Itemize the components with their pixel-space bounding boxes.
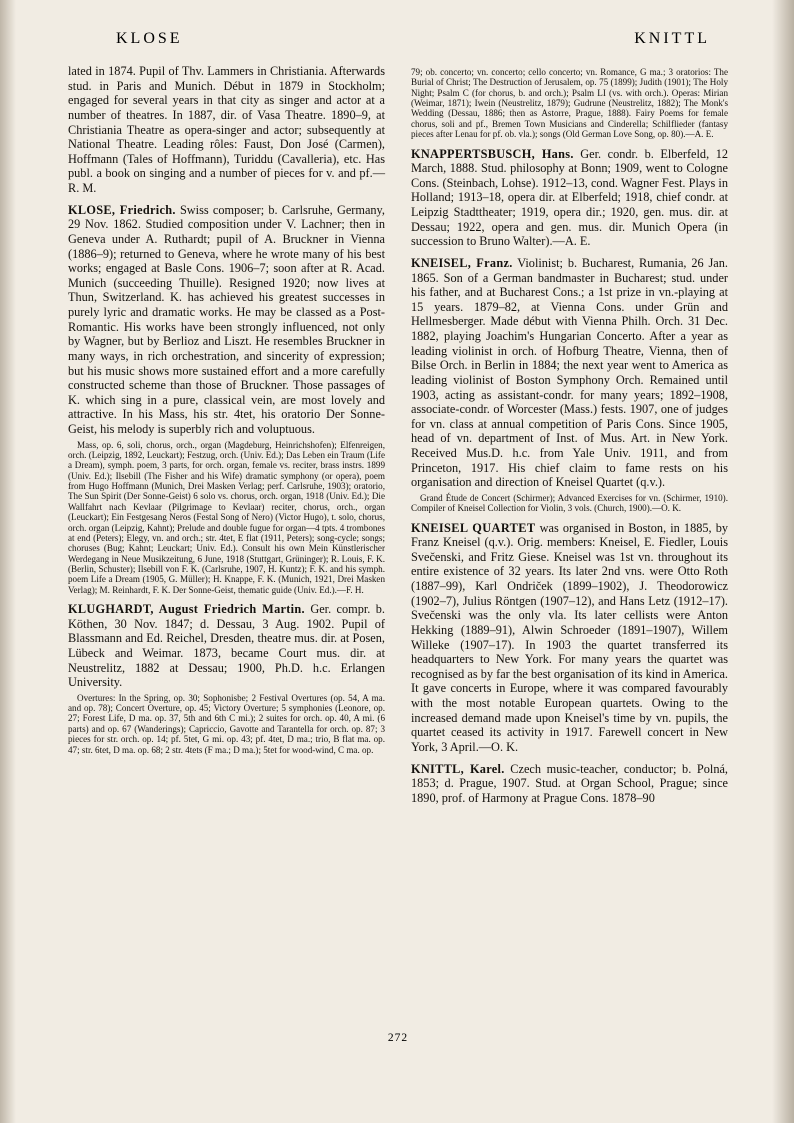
dictionary-entry-knappertsbusch (411, 147, 728, 249)
entry-headword: KNITTL, Karel. (411, 761, 505, 776)
entry-body (411, 147, 728, 249)
entry-body (411, 256, 728, 490)
entry-text: Ger. condr. b. Elberfeld, 12 March, 1888. Stud. philosophy at Bonn; 1909, went to Cologne Cons. (Steinbach, Lohse). 1912–13, cond. Wagner Fest. Plays in Holland; 1913–18, opera dir. at Elberfeld; 1918, chief condr. at Leipzig Stadttheater; 1919, opera dir.; 1920, gen. mus. dir. at Dessau; 1922, opera and gen. mus. dir. Munich Opera (in succession to Bruno Walter).—A. E. (411, 146, 728, 249)
entry-text: Czech music-teacher, conductor; b. Polná, 1853; d. Prague, 1907. Stud. at Organ School, Prague; since 1890, prof. of Harmony at Prague Cons. 1878–90 (411, 761, 728, 805)
entry-works-list: Mass, op. 6, soli, chorus, orch., organ (Magdeburg, Heinrichshofen); Elfenreigen, orch. (Leipzig, 1892, Leuckart); Festzug, orch. (Univ. Ed.); Das Leben ein Traum (Life a Dream), symph. poem, 3 parts, for orch. organ, female vs. reciter, brass instrs. 1899 (Univ. Ed.); Ilsebill (The Fisher and his Wife) dramatic symphony (or opera), poem from Hugo Hoffmann (Munich, Drei Masken Verlag; perf. Carlsruhe, 1903); oratorio, The Sun Spirit (Der Sonne-Geist) 6 solo vs. chorus, orch. organ, 1918 (Univ. Ed.); Die Wallfahrt nach Kevlaar (Pilgrimage to Kevlaar) reciter, chorus, orch., organ (Leuckart); Ein Festgesang Neros (Festal Song of Nero) (Victor Hugo), t. solo, chorus, orch. organ (Leipzig, Kahnt); Prelude and double fugue for organ—4 tpts. 4 trombones at end (Peters); Elegy, vn. and orch.; str. 4tet, E flat (1911, Peters); song-cycle; songs; choruses (Bug; Kahnt; Leuckart; Univ. Ed.). Consult his own Mein Künstlerischer Werdegang in Neue Musikzeitung, 6 June, 1918 (Stuttgart, Grüninger); R. Louis, F. K. (Berlin, Schuster); Ilsebill von F. K. (Carlsruhe, 1907, H. Kuntz); F. K. and his symph. poem Life a Dream (1905, G. Müller); H. Knappe, F. K. (Munich, 1921, Drei Masken Verlag); M. Reinhardt, F. K. Der Sonne-Geist, thematic guide (Univ. Ed.).—F. H. (68, 439, 385, 595)
entry-text: was organised in Boston, in 1885, by Franz Kneisel (q.v.). Orig. members: Kneisel, E. Fiedler, Louis Svečenski, and Fritz Giese. Kneisel was 1st vn. throughout its entire existence of 32 years. Its later 2nd vns. were Otto Roth (1887–99), Karl Ondriček (1899–1902), J. Theodorowicz (1902–7), Julius Röntgen (1907–12), and Hans Letz (1912–17). Svečenski was the only vla. Its later cellists were Anton Hekking (1889–91), Alwin Schroeder (1891–1907), Willem Willeke (1907–17). In 1903 the quartet transferred its headquarters to New York. For many years the quartet was recognised as by far the best organisation of its kind in America. It gave concerts in Europe, where it was compared favourably with the most notable European quartets. Owing to the increased demand made upon Kneisel's time by vn. pupils, the quartet ceased its activity in 1917. Farewell concert in New York, 3 April.—O. K. (411, 520, 729, 754)
dictionary-entry-klughardt (68, 602, 385, 755)
page-content (68, 30, 728, 1080)
paragraph-continuation: lated in 1874. Pupil of Thv. Lammers in Christiania. Afterwards stud. in Paris and Munich. Début in 1879 in Stockholm; engaged for several years in that city as singer and actor at a number of theatres. In 1887, dir. of Vasa Theatre. 1890–9, at Christiania Theatre as opera-singer and actor; subsequently at National Theatre. Leading rôles: Faust, Don José (Carmen), Hoffmann (Tales of Hoffmann), Turiddu (Cavalleria), etc. Has publ. a book on singing and a number of pieces for v. and pf.—R. M. (68, 64, 385, 195)
works-continuation: 79; ob. concerto; vn. concerto; cello concerto; vn. Romance, G ma.; 3 oratorios: The Burial of Christ; The Destruction of Jerusalem, op. 75 (1899); Judith (1901); The Holy Night; Psalm C (for chorus, b. and orch.); Psalm LI (vs. with orch.). Operas: Mirian (Weimar, 1871); Iwein (Neustrelitz, 1879); Gudrune (Neustrelitz, 1882); The Monk's Wedding (Dessau, 1886; then as Astorre, Prague, 1888). Fairy Poems for female chorus, soli and pf., Bremen Town Musicians and Cinderella; Schilflieder (fantasy pieces after Lenau for pf. ob. vla.); songs (Old German Love Song, op. 80).—A. E. (411, 67, 728, 140)
entry-headword: KNEISEL, Franz. (411, 255, 513, 270)
entry-body (68, 602, 385, 690)
running-head-left: KLOSE (116, 30, 183, 47)
entry-works-list: Grand Étude de Concert (Schirmer); Advanced Exercises for vn. (Schirmer, 1910). Compiler of Kneisel Collection for Violin, 3 vols. (Church, 1900).—O. K. (411, 492, 728, 514)
entry-text: Violinist; b. Bucharest, Rumania, 26 Jan. 1865. Son of a German bandmaster in Bucharest; stud. under his father, and at Bucharest Cons.; a 1st prize in vn.-playing at 15 years. 1879–82, at Vienna Cons. under Grün and Hellmesberger. Made début with Vienna Philh. Orch. 31 Dec. 1882, playing Joachim's Hungarian Concerto. After a year as leading violinist in orch. of Hofburg Theatre, Vienna, then of Bilse Orch. in Berlin in 1884; the next year went to America as leading violinist of Boston Symphony Orch. Remained until 1903, acting as assistant-condr. for many years; 1892–1908, associate-condr. of Worcester (Mass.) fests. 1907, one of judges for vn. class at annual competition of Paris Cons. Since 1905, head of vn. department of Inst. of Mus. Art. in New York. Received Mus.D. h.c. from Yale Univ. 1911, and from Princeton, 1917. His chief claim to fame rests on his organisation and direction of Kneisel Quartet (q.v.). (411, 255, 728, 490)
entry-works-list: Overtures: In the Spring, op. 30; Sophonisbe; 2 Festival Overtures (op. 54, A ma. and op. 78); Concert Overture, op. 45; Victory Overture; 5 symphonies (Leonore, op. 27; Forest Life, D ma. op. 37, 5th and 6th C mi.); 2 suites for orch. op. 40, A mi. (6 parts) and op. 67 (Wanderings); Capriccio, Gavotte and Tarantella for orch. op. 87; 3 pieces for str. orch. op. 14; pf. 5tet, G mi. op. 43; pf. 4tet, D ma.; trio, B flat ma. op. 47; str. 6tet, D ma. op. 68; 2 str. 4tets (F ma.; D ma.); 5tet for wood-wind, C ma. op. (68, 692, 385, 755)
column-container (68, 64, 728, 1039)
entry-text: Ger. compr. b. Köthen, 30 Nov. 1847; d. Dessau, 3 Aug. 1902. Pupil of Blassmann and Ed. Reichel, Dresden, theatre mus. dir. at Posen, Lübeck and Weimar. 1873, became Court mus. dir. at Neustrelitz, 1882 at Dessau; 1900, Ph.D. h.c. Erlangen University. (68, 602, 385, 690)
dictionary-entry-klose (68, 203, 385, 595)
dictionary-entry-knittl (411, 762, 728, 806)
dictionary-entry-kneisel-quartet (411, 521, 728, 755)
entry-body (411, 762, 728, 806)
page-number: 272 (387, 1032, 409, 1044)
entry-text: Swiss composer; b. Carlsruhe, Germany, 29 Nov. 1862. Studied composition under V. Lachner; then in Geneva under A. Ruthardt; pupil of A. Bruckner in Vienna (1886–9); returned to Geneva, where he wrote many of his best works; engaged at Basle Cons. 1906–7; soon after at R. Acad. Munich (succeeding Thuille). Resigned 1920; now lives at Thun, Switzerland. K. has achieved his greatest successes in purely lyric and dramatic works. He may be classed as a Post-Romantic. His works have been strongly influenced, not only by Wagner, but by Berlioz and Liszt. He resembles Bruckner in many ways, in rich orchestration, and sincerity of expression; but his music shows more sustained effort and a more carefully constructed scheme than those of Bruckner. Those passages of K. which sing in a pure, classical vein, are most lovely and attractive. In his Mass, his str. 4tet, his oratorio Der Sonne-Geist, his melody is superbly rich and voluptuous. (68, 202, 385, 436)
entry-headword: KNEISEL QUARTET (411, 520, 536, 535)
right-column (411, 64, 728, 1039)
entry-headword: KLUGHARDT, August Friedrich Martin. (68, 602, 305, 617)
dictionary-entry-kneisel (411, 256, 728, 514)
entry-body (411, 521, 728, 755)
entry-headword: KLOSE, Friedrich. (68, 202, 176, 217)
running-head (68, 30, 728, 48)
entry-body (68, 203, 385, 437)
left-column (68, 64, 385, 1039)
entry-headword: KNAPPERTSBUSCH, Hans. (411, 146, 574, 161)
running-head-right: KNITTL (634, 30, 710, 47)
